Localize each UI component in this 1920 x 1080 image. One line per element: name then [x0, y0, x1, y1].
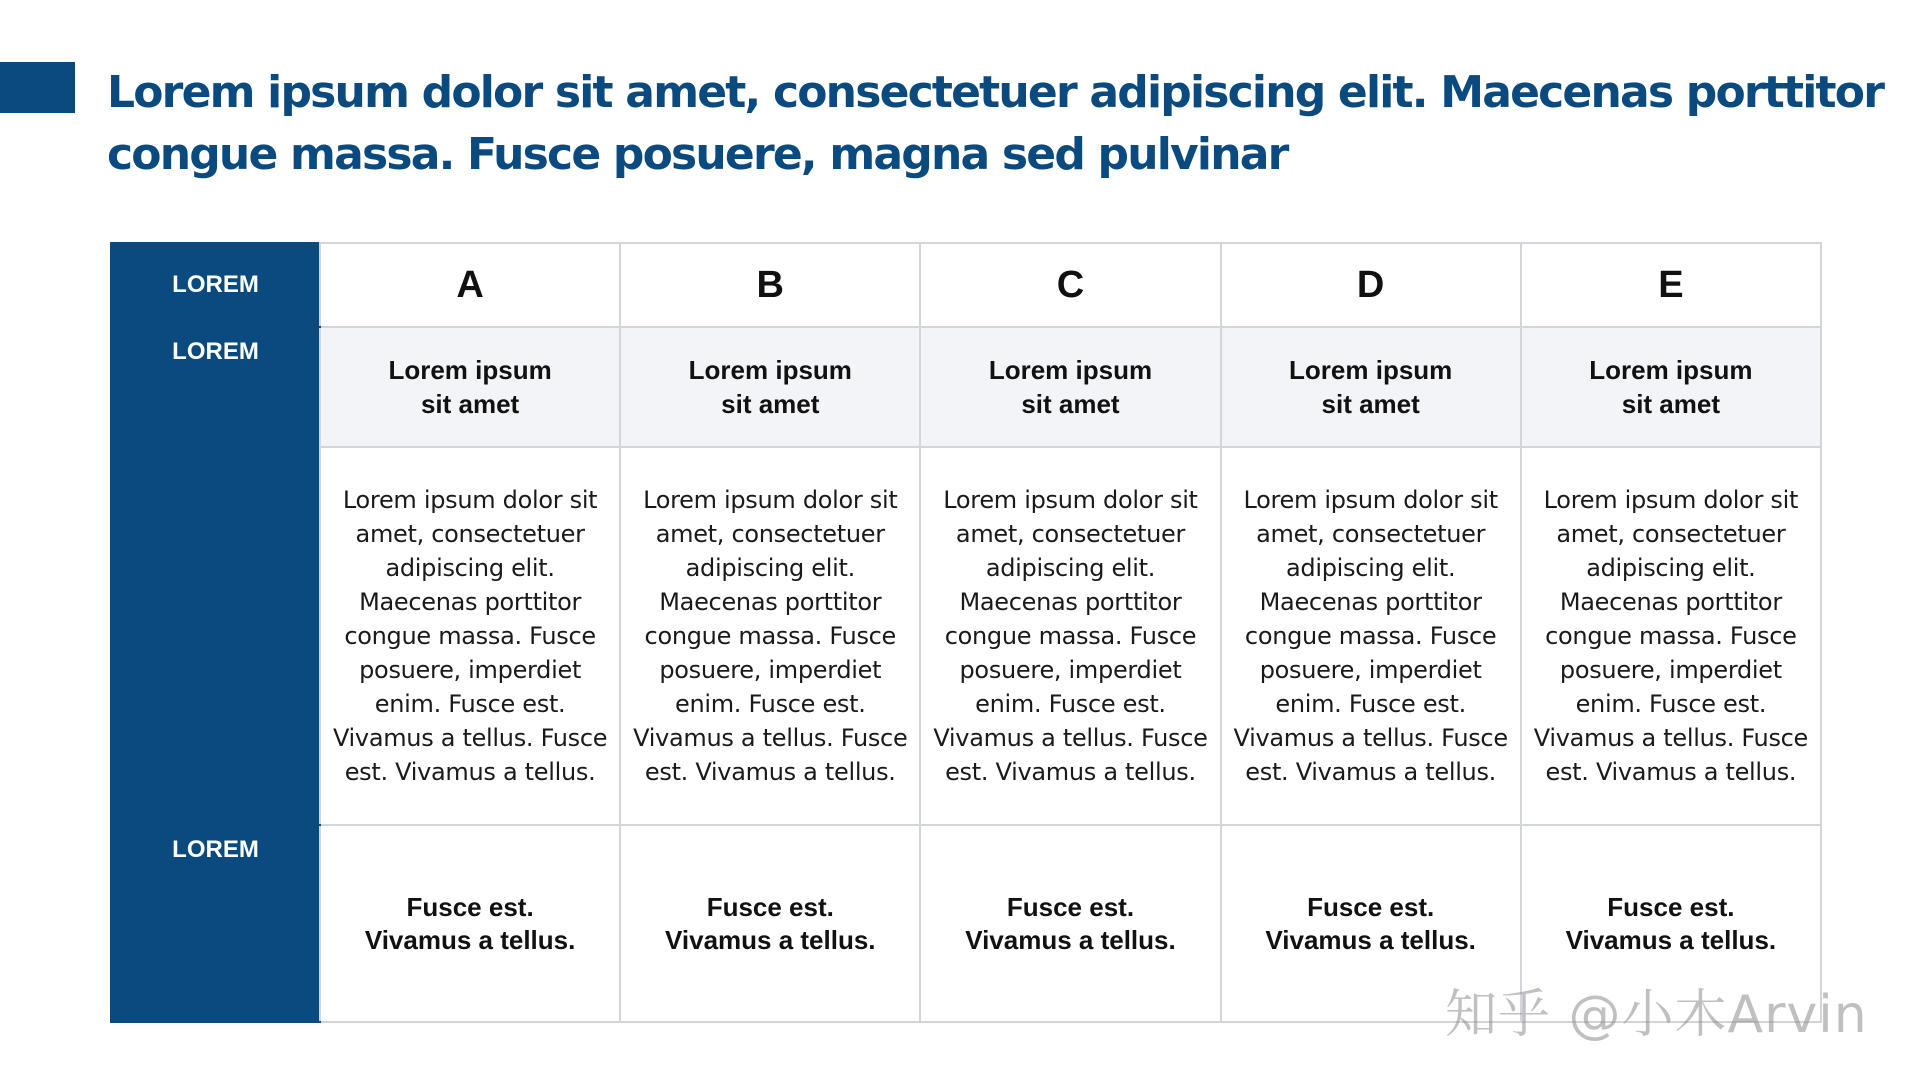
subhead-cell-c: [920, 327, 1220, 447]
table-header-row: [111, 243, 1821, 327]
subhead-line-1: Lorem ipsum: [1589, 355, 1753, 385]
column-header-a: A: [320, 243, 620, 327]
subhead-line-2: sit amet: [721, 389, 820, 419]
subhead-cell-b: [620, 327, 920, 447]
footer-line-2: Vivamus a tellus.: [965, 924, 1176, 955]
footer-line-1: Fusce est.: [1307, 891, 1435, 922]
footer-cell-a: [320, 825, 620, 1022]
subhead-line-2: sit amet: [420, 389, 520, 419]
footer-cell-b: [620, 825, 920, 1022]
subhead-cell-d: [1221, 327, 1521, 447]
subhead-line-1: Lorem ipsum: [1289, 355, 1453, 385]
footer-line-1: Fusce est.: [706, 891, 834, 922]
subhead-line-2: sit amet: [1021, 389, 1120, 419]
footer-line-2: Vivamus a tellus.: [1265, 924, 1476, 955]
footer-cell-c: [920, 825, 1220, 1022]
subhead-line-1: Lorem ipsum: [688, 355, 852, 385]
footer-line-1: Fusce est.: [1006, 891, 1135, 922]
table-body-row: [111, 447, 1821, 825]
watermark-text: 知乎 @小木Arvin: [1445, 985, 1868, 1045]
body-cell-a: Lorem ipsum dolor sit amet, consectetuer adipiscing elit. Maecenas porttitor congue massa. Fusce posuere, imperdiet enim. Fusce est. Vivamus a tellus. Fusce est. Vivamus a tellus.: [320, 447, 620, 825]
subhead-cell-a: [320, 327, 620, 447]
footer-line-2: Vivamus a tellus.: [364, 924, 576, 955]
comparison-table: [110, 242, 1822, 1023]
body-cell-b: Lorem ipsum dolor sit amet, consectetuer adipiscing elit. Maecenas porttitor congue massa. Fusce posuere, imperdiet enim. Fusce est. Vivamus a tellus. Fusce est. Vivamus a tellus.: [620, 447, 920, 825]
column-header-c: C: [920, 243, 1220, 327]
table-subhead-row: [111, 327, 1821, 447]
footer-row-label: LOREM: [111, 825, 320, 1022]
subhead-line-1: Lorem ipsum: [388, 355, 552, 385]
footer-line-1: Fusce est.: [406, 891, 534, 922]
body-cell-d: Lorem ipsum dolor sit amet, consectetuer adipiscing elit. Maecenas porttitor congue massa. Fusce posuere, imperdiet enim. Fusce est. Vivamus a tellus. Fusce est. Vivamus a tellus.: [1221, 447, 1521, 825]
main-row-label: LOREM: [111, 327, 320, 825]
subhead-cell-e: [1521, 327, 1821, 447]
header-row-label: LOREM: [111, 243, 320, 327]
subhead-line-2: sit amet: [1621, 389, 1720, 419]
column-header-d: D: [1221, 243, 1521, 327]
column-header-b: B: [620, 243, 920, 327]
body-cell-c: Lorem ipsum dolor sit amet, consectetuer adipiscing elit. Maecenas porttitor congue massa. Fusce posuere, imperdiet enim. Fusce est. Vivamus a tellus. Fusce est. Vivamus a tellus.: [920, 447, 1220, 825]
footer-line-1: Fusce est.: [1607, 891, 1735, 922]
footer-line-2: Vivamus a tellus.: [665, 924, 876, 955]
column-header-e: E: [1521, 243, 1821, 327]
footer-line-2: Vivamus a tellus.: [1565, 924, 1777, 955]
page-title: Lorem ipsum dolor sit amet, consectetuer adipiscing elit. Maecenas porttitor congue massa. Fusce posuere, magna sed pulvinar: [107, 67, 1884, 180]
title-accent-bar: [0, 62, 75, 113]
subhead-line-1: Lorem ipsum: [988, 355, 1153, 385]
subhead-line-2: sit amet: [1321, 389, 1420, 419]
body-cell-e: Lorem ipsum dolor sit amet, consectetuer adipiscing elit. Maecenas porttitor congue massa. Fusce posuere, imperdiet enim. Fusce est. Vivamus a tellus. Fusce est. Vivamus a tellus.: [1521, 447, 1821, 825]
